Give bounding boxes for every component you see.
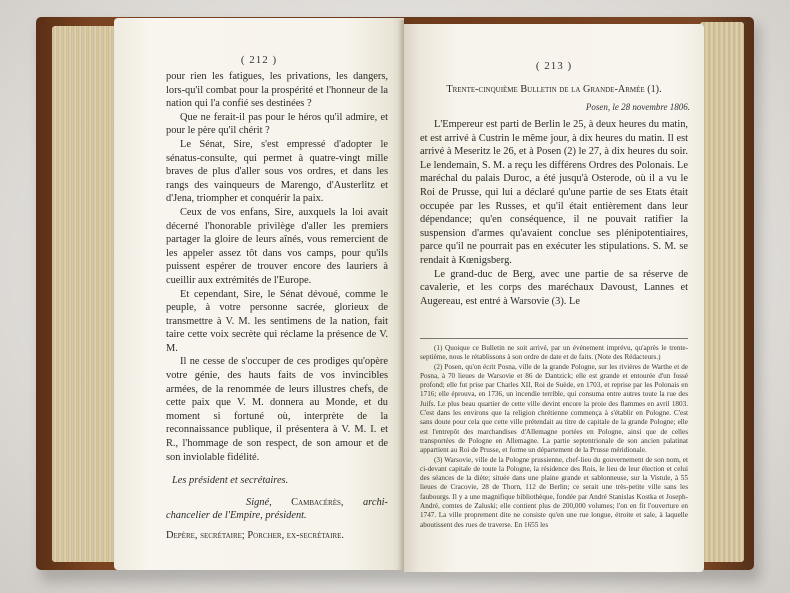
left-page-number: ( 212 ): [240, 54, 278, 66]
left-paragraph: Le Sénat, Sire, s'est empressé d'adopter le sénatus-consulte, qui permet à quatre-vingt mille braves de plus d'aller sous vos ordres, et dans les rangs des vainqueurs de Marengo, d'Austerlitz et d'Jena, triompher et conquérir la paix.: [166, 138, 388, 205]
signed-label: Signé,: [246, 496, 272, 508]
signature-block: [166, 496, 388, 523]
left-paragraph: Il ne cesse de s'occuper de ces prodiges qu'opère votre génie, des hauts faits de vos invincibles armées, de la renommée de leurs illustres chefs, de cette paix que V. M. donnera au Monde, et du moment si fortuné où, interprète de la reconnaissance publique, il présentera à V. M. I. et R., l'hommage de son respect, de son amour et de son inviolable fidélité.: [166, 356, 388, 463]
footnotes: [420, 344, 688, 530]
footnote-rule: [420, 338, 688, 339]
signed-title: archi-chancelier de l'Empire, président.: [166, 496, 388, 522]
left-page: [114, 18, 404, 570]
left-paragraph: pour rien les fatigues, les privations, les dangers, lors-qu'il combat pour la prospérité et l'honneur de la nation qui l'a confié ses destinées ?: [166, 71, 388, 110]
left-page-body: [166, 70, 388, 543]
left-paragraph: Et cependant, Sire, le Sénat dévoué, comme le peuple, à votre personne sacrée, glorieux de transmettre à V. M. les sentimens de la nation, fait taire cette voix secrète qui réclame la présence de V. M.: [166, 288, 388, 354]
footnote: (2) Posen, qu'on écrit Posna, ville de la grande Pologne, sur les rivières de Warthe et de Posna, à 70 lieues de Warsovie et 86 de Dantzick; elle est grande et entourée d'un fossé profond; elle fut prise par Charles XII, Roi de Suède, en 1703, et reprise par les Polonais en 1716; elle éprouva, en 1736, un incendie terrible, qui consuma entre autres toute la rue des Juifs. Le plus beau quartier de cette ville devint encore la proie des flammes en avril 1803. C'est dans les environs que la religion chrétienne commença à s'établir en Pologne. C'est sans doute pour cela que cette ville prétendait au titre de capitale de la grande Pologne; elle est l'entrepôt des marchandises d'Allemagne portées en Pologne, ainsi que de celles transportées de Pologne en Allemagne. La partie septentrionale de son ancien palatinat appartient au Roi de Prusse, et forme un département de la Prusse méridionale.: [420, 362, 688, 455]
right-paragraph: Le grand-duc de Berg, avec une partie de sa réserve de cavalerie, et les corps des maréchaux Davoust, Lannes et Augereau, est entré à Warsovie (3). Le: [420, 268, 688, 307]
right-page-body: [420, 118, 688, 308]
signed-name: Cambacérès,: [291, 496, 344, 508]
left-paragraph: Ceux de vos enfans, Sire, auxquels la loi avait décerné l'honorable privilège d'aller les premiers partager la gloire de leurs aînés, vous remercient de les appeler assez tôt dans vos camps, pour qu'ils puissent espérer de trouver encore des lauriers à cueillir aux extrémités de l'Europe.: [166, 206, 388, 286]
closing-line: Les président et secrétaires.: [172, 475, 289, 487]
bulletin-heading: Trente-cinquième Bulletin de la Grande-Armée (1).: [446, 84, 662, 95]
right-page: [404, 24, 704, 572]
footnote: (3) Warsovie, ville de la Pologne prussienne, chef-lieu du gouvernement de son nom, et ci-devant capitale de toute la Pologne, la résidence des Rois, le lieu de leur élection et celui des séances de la diète; située dans une plaine grande et sablonneuse, sur la Vistule, à 55 lieues de Cracovie, 28 de Thorn, 112 de Berlin; ce serait une très-petite ville sans les faubourgs. Il y a une magnifique bibliothèque, fondée par André Stanislas Kostka et Joseph-André, comtes de Zaluski; elle contient plus de 200,000 volumes; l'on en fit l'ouverture en 1747. La ville proprement dite ne consiste qu'en une rue longue, étroite et sale, à laquelle aboutissent des rues de traverse. En 1655 les: [420, 455, 688, 529]
left-paragraph: Que ne ferait-il pas pour le héros qu'il admire, et pour le père qu'il chérit ?: [166, 111, 388, 137]
secretaries-line: Depère, secrétaire; Porcher, ex-secrétaire.: [166, 530, 344, 541]
right-paragraph: L'Empereur est parti de Berlin le 25, à deux heures du matin, et est arrivé à Custrin le même jour, à dix heures du matin. Il est arrivé à Meseritz le 26, et à Posen (2) le 27, à dix heures du soir. Le lendemain, S. M. a reçu les différens Ordres des Polonais. Le maréchal du palais Duroc, a été jusqu'à Osterode, où il a vu le Roi de Prusse, qui lui a déclaré qu'une partie de ses Etats était occupée par les Russes, et qu'il était entièrement dans leur dépendance; qu'en conséquence, il ne pouvait ratifier la suspension d'armes qu'avaient conclue ses plénipotentiaires, parce qu'il ne pourrait pas en exécuter les stipulations. S. M. se rendait à Kœnigsberg.: [420, 119, 688, 266]
right-page-number: ( 213 ): [535, 60, 573, 72]
footnote: (1) Quoique ce Bulletin ne soit arrivé, par un événement imprévu, qu'après le trente-septième, nous le rétablissons à son ordre de date et de faits. (Note des Rédacteurs.): [420, 344, 688, 362]
page-edges-right: [700, 22, 744, 562]
dateline: Posen, le 28 novembre 1806.: [585, 102, 690, 112]
